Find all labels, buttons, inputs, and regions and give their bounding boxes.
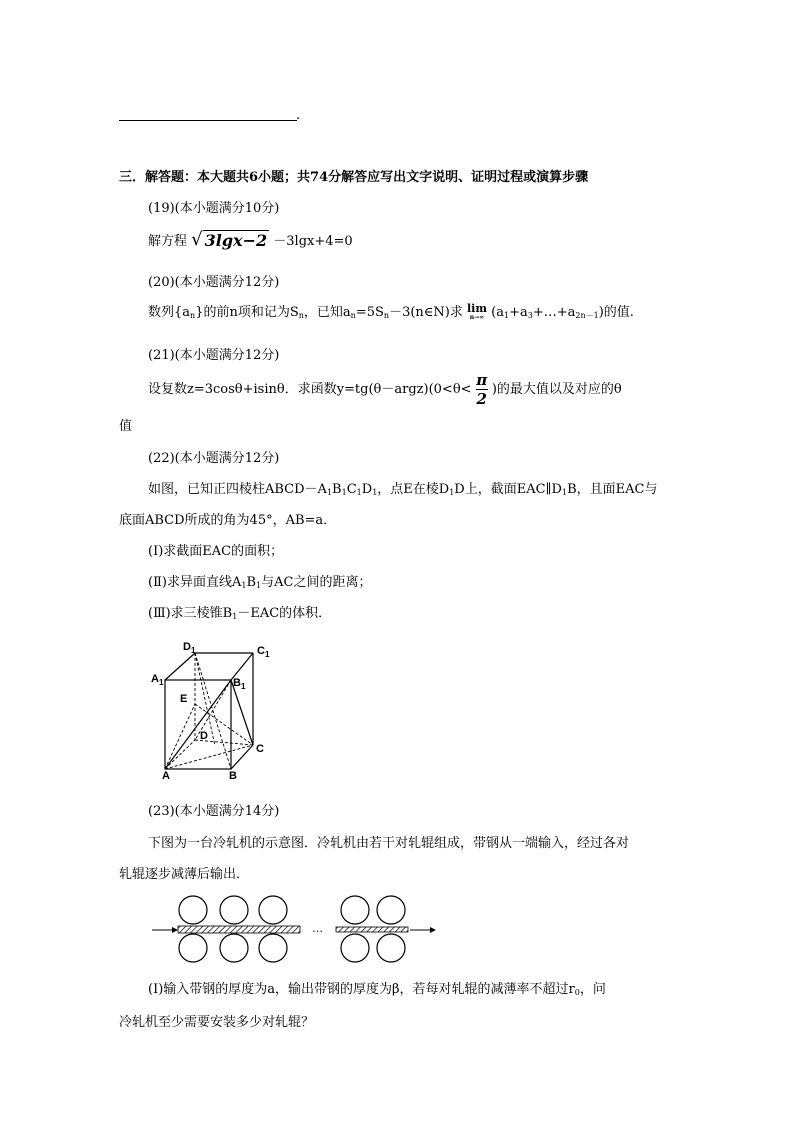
subscript: 1 xyxy=(503,311,510,320)
label-c: C xyxy=(256,743,264,755)
q22-part3 xyxy=(148,602,331,621)
frac-numerator: π xyxy=(476,371,488,389)
q20-text: －3(n∈N)求 xyxy=(389,305,463,320)
ellipsis: … xyxy=(312,922,323,935)
q20-body xyxy=(148,301,634,322)
q19-prefix: 解方程 xyxy=(148,234,188,249)
frac-denominator: 2 xyxy=(476,390,487,408)
subscript: 1 xyxy=(341,488,347,497)
limit-symbol xyxy=(467,301,487,322)
q23-header: (23)(本小题满分14分) xyxy=(148,804,280,819)
q22-text: D上，截面EAC∥D xyxy=(454,482,562,497)
q22-text: B xyxy=(246,575,257,590)
subscript: 3 xyxy=(527,311,533,320)
roller-top-2 xyxy=(220,896,248,924)
subscript: 1 xyxy=(241,581,247,590)
steel-strip-right xyxy=(336,927,408,932)
q21-text: )的最大值以及对应的θ xyxy=(491,382,622,397)
pi-over-two-fraction xyxy=(476,372,488,407)
q23-text: ，问 xyxy=(579,982,606,997)
q22-text: 如图，已知正四棱柱ABCD－A xyxy=(148,482,327,497)
output-arrow xyxy=(410,927,436,933)
q22-text: C xyxy=(346,482,357,497)
q23-part1 xyxy=(148,978,606,997)
q23-text: (Ⅰ)输入带钢的厚度为a，输出带钢的厚度为β，若每对轧辊的减薄率不超过r xyxy=(148,982,575,997)
line-d1-b xyxy=(195,653,231,769)
q20-text: =5S xyxy=(355,305,384,320)
q23-line1: 下图为一台冷轧机的示意图．冷轧机由若干对轧辊组成，带钢从一端输入，经过各对 xyxy=(148,836,630,851)
q22-part1: (Ⅰ)求截面EAC的面积； xyxy=(148,544,284,559)
subscript: n xyxy=(383,311,390,320)
label-b1: $B_1$ xyxy=(233,677,246,691)
q19-radicand: 3lgx−2 xyxy=(204,230,268,250)
q23-part1-line2: 冷轧机至少需要安装多少对轧辊？ xyxy=(119,1015,315,1030)
q20-text: 数列{a xyxy=(148,305,191,320)
subscript: 1 xyxy=(326,488,333,497)
subscript: n xyxy=(190,311,196,320)
roller-bottom-1 xyxy=(179,934,207,962)
roller-bottom-5 xyxy=(377,934,405,962)
roller-bottom-4 xyxy=(341,934,369,962)
q21-header: (21)(本小题满分12分) xyxy=(148,348,280,363)
roller-top-1 xyxy=(179,896,207,924)
line-a-c xyxy=(165,745,253,769)
prism-figure xyxy=(145,636,285,781)
roller-top-5 xyxy=(377,896,405,924)
label-e: E xyxy=(180,693,188,705)
q22-text: D xyxy=(361,482,373,497)
q19-header: (19)(本小题满分10分) xyxy=(148,201,280,216)
section-heading: 三．解答题：本大题共6小题；共74分解答应写出文字说明、证明过程或演算步骤 xyxy=(119,170,589,185)
q22-line1 xyxy=(148,478,657,497)
subscript: 1 xyxy=(256,581,262,590)
roller-bottom-2 xyxy=(220,934,248,962)
label-d: D xyxy=(200,730,208,742)
steel-strip-left xyxy=(178,926,300,933)
q21-text: 设复数z=3cosθ+isinθ．求函数y=tg(θ－argz)(0<θ< xyxy=(148,382,472,397)
subscript: n xyxy=(350,311,356,320)
q20-text: +…+a xyxy=(532,305,576,320)
input-arrow xyxy=(152,927,178,933)
sqrt-expression: √ 3lgx−2 xyxy=(191,229,268,250)
edge-a1-d1 xyxy=(165,653,195,680)
subscript: 1 xyxy=(372,488,378,497)
answer-blank-line xyxy=(119,120,297,121)
q20-header: (20)(本小题满分12分) xyxy=(148,275,280,290)
q22-text: (Ⅲ)求三棱锥B xyxy=(148,606,233,621)
line-a-e xyxy=(165,704,195,769)
q22-text: ，点E在棱D xyxy=(377,482,450,497)
roller-top-3 xyxy=(259,896,287,924)
q20-text: ，已知a xyxy=(303,305,351,320)
q20-text: }的前n项和记为S xyxy=(195,305,299,320)
q20-text: (a xyxy=(491,305,504,320)
q22-text: (Ⅱ)求异面直线A xyxy=(148,575,242,590)
subscript: 2n－1 xyxy=(575,311,599,320)
roller-top-4 xyxy=(341,896,369,924)
q21-line2: 值 xyxy=(119,419,133,434)
q22-line2: 底面ABCD所成的角为45°，AB=a． xyxy=(119,513,337,528)
q22-text: －EAC的体积． xyxy=(237,606,332,621)
q19-equation xyxy=(148,229,353,250)
lim-label: lim xyxy=(467,301,487,315)
roller-bottom-3 xyxy=(259,934,287,962)
label-c1: $C_1$ xyxy=(257,645,270,659)
label-b: B xyxy=(229,770,237,781)
q19-suffix: －3lgx+4=0 xyxy=(273,234,353,249)
lim-subscript: n→∞ xyxy=(469,313,485,321)
label-a1: $A_1$ xyxy=(151,673,164,687)
subscript: 1 xyxy=(449,488,455,497)
subscript: 1 xyxy=(232,612,238,621)
subscript: 1 xyxy=(356,488,362,497)
label-d1: $D_1$ xyxy=(183,641,196,655)
q22-part2 xyxy=(148,571,371,590)
q23-line2: 轧辊逐步减薄后输出． xyxy=(119,867,250,882)
q21-body xyxy=(148,372,622,407)
q22-text: B，且面EAC与 xyxy=(567,482,658,497)
q22-text: B xyxy=(332,482,342,497)
answer-period: . xyxy=(296,108,301,123)
edge-b1-c1 xyxy=(231,653,253,680)
q22-text: 与AC之间的距离； xyxy=(261,575,372,590)
rolling-mill-figure xyxy=(148,890,448,970)
q22-header: (22)(本小题满分12分) xyxy=(148,451,280,466)
edge-b-c xyxy=(231,745,253,769)
subscript: 1 xyxy=(561,488,568,497)
line-a-b1 xyxy=(165,680,231,769)
q20-text: +a xyxy=(509,305,528,320)
q20-text: )的值. xyxy=(598,305,634,320)
label-a: A xyxy=(162,770,170,781)
subscript: n xyxy=(298,311,304,320)
subscript: 0 xyxy=(574,988,580,997)
